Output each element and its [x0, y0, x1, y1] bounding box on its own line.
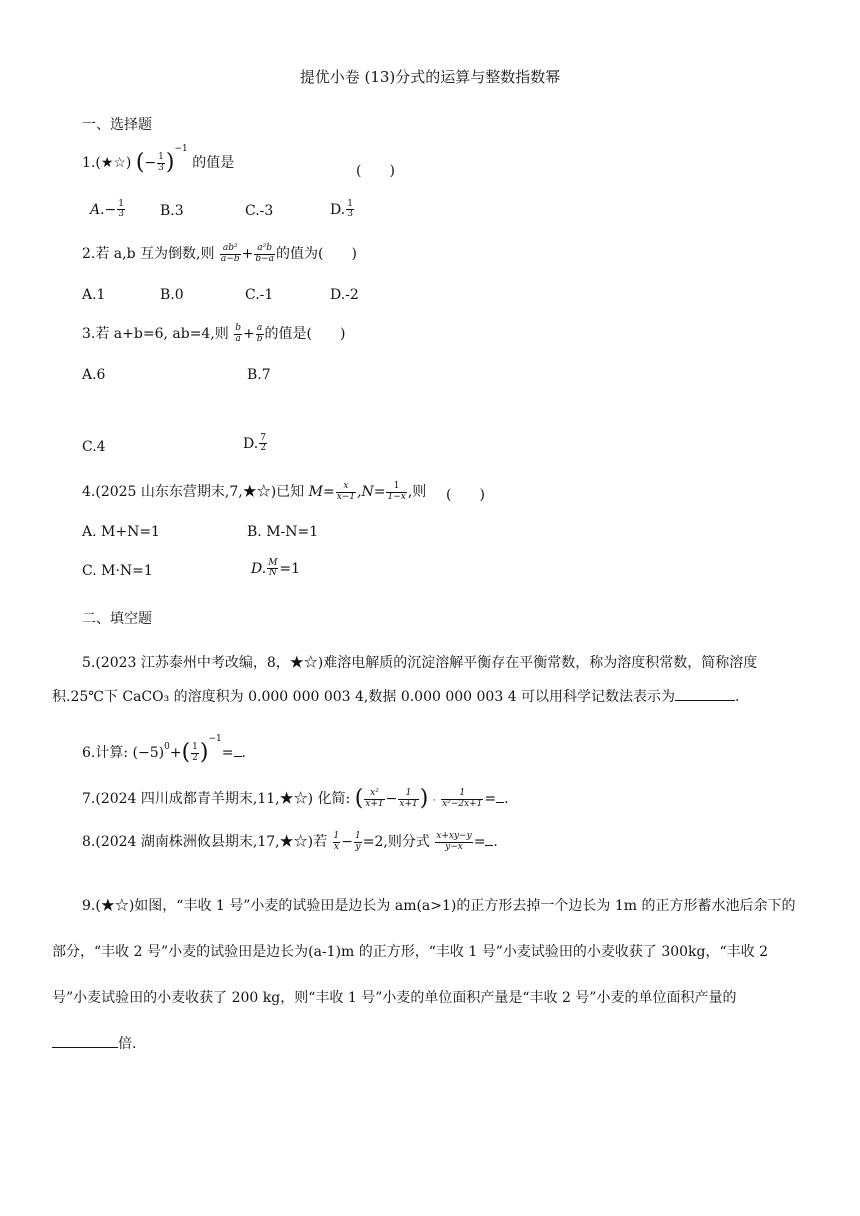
question-9: 9.(★☆)如图，“丰收 1 号”小麦的试验田是边长为 am(a>1)的正方形去掉一个边长为 1m 的正方形蓄水池后余下的部分，“丰收 2 号”小麦的试验田是边长为(a-1)m 的正方形，“丰收 1 号”小麦试验田的小麦收获了 300kg，“丰收 2 号”小麦试验田的小麦收获了 200 kg，则“丰收 1 号”小麦的单位面积产量是“丰收 2 号”小麦的单位面积产量的倍. — [52, 898, 796, 1052]
q1-prefix: 1.(★☆) — [82, 155, 132, 171]
q1-fraction: $\frac{1}{3}$ — [158, 152, 164, 173]
q3-option-a: A.6 — [82, 367, 106, 383]
question-2: 2.若 a,b 互为倒数,则 $\frac{\text{ab²}}{a-b}$ + $\frac{\text{a²b}}{b-a}$ 的值为( ) — [82, 243, 357, 264]
q1-exponent: −1 — [174, 144, 188, 155]
q4-option-d: D. $\frac{M}{N}$ =1 — [251, 558, 301, 579]
q1-suffix: 的值是 — [192, 155, 235, 171]
section-fill-heading: 二、填空题 — [82, 611, 152, 627]
answer-blank[interactable] — [52, 1046, 118, 1048]
question-3: 3.若 a+b=6, ab=4,则 $\frac{b}{a}$ + $\frac{a}{b}$ 的值是( ) — [82, 323, 346, 344]
q1-option-a: A.− $\frac{1}{3}$ — [90, 199, 125, 220]
q4-n-fraction: $\frac{1}{1-x}$ — [387, 481, 406, 502]
question-1 — [82, 144, 235, 175]
left-paren: ( — [135, 150, 145, 175]
answer-blank[interactable] — [496, 801, 504, 803]
q2-fraction-1: $\frac{\text{ab²}}{a-b}$ — [220, 243, 240, 264]
section-choice-heading: 一、选择题 — [82, 117, 152, 133]
answer-blank[interactable] — [234, 755, 242, 757]
q1-answer-paren: ( ) — [356, 163, 395, 179]
q4-option-c: C. M·N=1 — [82, 563, 153, 579]
q4-m-fraction: $\frac{x}{x-1}$ — [336, 481, 356, 502]
right-paren: ) — [165, 150, 175, 175]
q3-fraction-1: $\frac{b}{a}$ — [235, 323, 241, 344]
q1-option-c: C.-3 — [245, 203, 274, 219]
q2-option-b: B.0 — [160, 287, 184, 303]
question-4: 4.(2025 山东东营期末,7,★☆)已知 M= $\frac{x}{x-1}$ ,N= $\frac{1}{1-x}$ ,则 — [82, 481, 427, 502]
page-title: 提优小卷 (13)分式的运算与整数指数幂 — [299, 68, 561, 86]
q3-option-b: B.7 — [247, 367, 271, 383]
q4-option-a: A. M+N=1 — [82, 524, 160, 540]
q2-fraction-2: $\frac{\text{a²b}}{b-a}$ — [255, 243, 274, 264]
q2-option-d: D.-2 — [330, 287, 359, 303]
q1-option-b: B.3 — [160, 203, 184, 219]
q2-option-a: A.1 — [82, 287, 106, 303]
q3-option-d: D. $\frac{7}{2}$ — [243, 433, 266, 454]
q1-sign: − — [144, 155, 157, 171]
q2-option-c: C.-1 — [245, 287, 274, 303]
q1-option-d: D. $\frac{1}{3}$ — [330, 199, 353, 220]
q3-option-c: C.4 — [82, 439, 106, 455]
q4-option-b: B. M-N=1 — [247, 524, 319, 540]
question-5: 5.(2023 江苏泰州中考改编，8，★☆)难溶电解质的沉淀溶解平衡存在平衡常数，称为溶度积常数，简称溶度积.25℃下 CaCO₃ 的溶度积为 0.000 000 003 4,数据 0.000 000 003 4 可以用科学记数法表示为 . — [52, 655, 758, 705]
question-7: 7.(2024 四川成都青羊期末,11,★☆) 化简: ( $\frac{\text{x²}}{x+1}$ − $\frac{1}{x+1}$ ) · $\frac{1}{\text{x²−2x+1}}$ = . — [82, 786, 509, 811]
question-6: 6.计算: $(-5)^0+$( $\frac{1}{2}$ )$^{-1}$= . — [82, 734, 246, 765]
answer-blank[interactable] — [675, 699, 735, 701]
q3-fraction-2: $\frac{a}{b}$ — [256, 323, 263, 344]
q4-answer-paren: ( ) — [446, 487, 485, 503]
question-8: 8.(2024 湖南株洲攸县期末,17,★☆)若 $\frac{1}{x}$ − $\frac{1}{y}$ =2,则分式 $\frac{x+xy-y}{y-x}$ = . — [82, 831, 498, 852]
